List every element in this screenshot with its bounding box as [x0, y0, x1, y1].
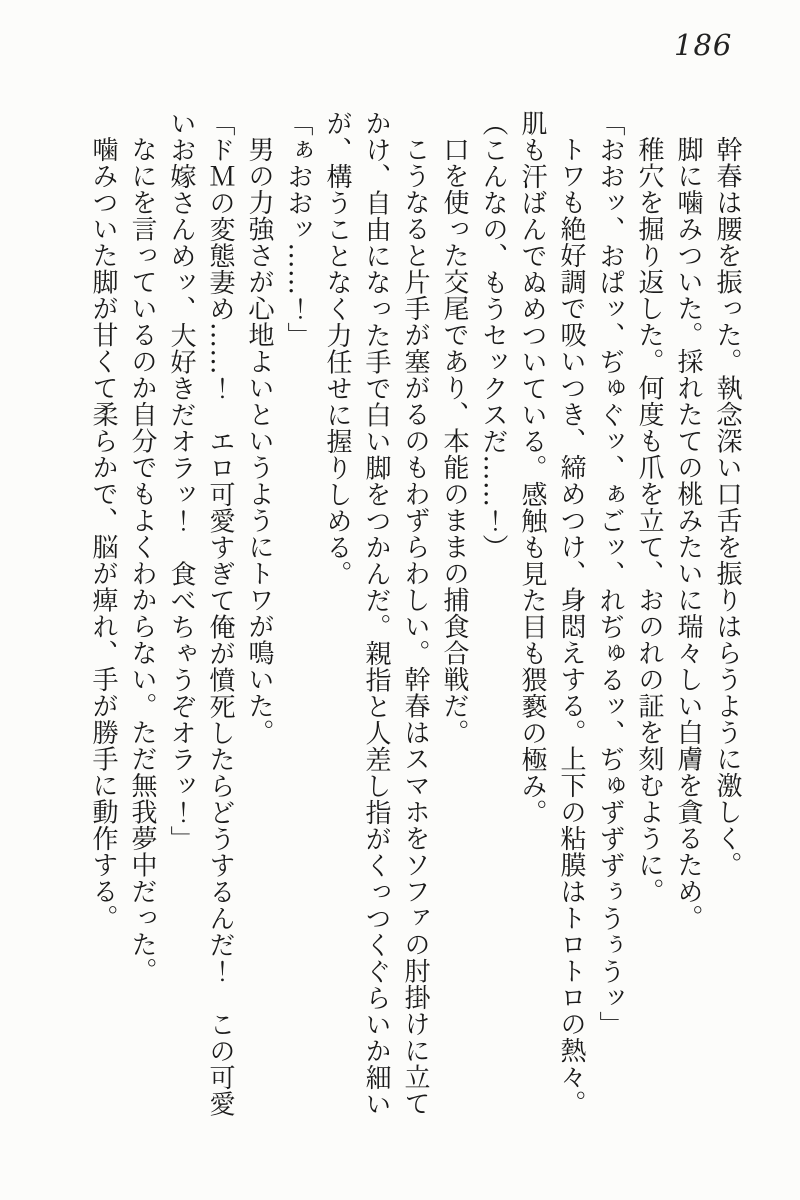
- text-column: 男の力強さが心地よいというようにトワが鳴いた。: [244, 136, 274, 746]
- text-column: 「おおッ、おぱッ、ぢゅぐッ、ぁごッ、れぢゅるッ、ぢゅずずずぅうぅうッ」: [595, 110, 625, 1038]
- text-column: 口を使った交尾であり、本能のままの捕食合戦だ。: [439, 136, 469, 746]
- text-column: 肌も汗ばんでぬめついている。感触も見た目も猥褻の極み。: [517, 110, 547, 826]
- text-column: 「ドＭの変態妻め……！ エロ可愛すぎて俺が憤死したらどうするんだ！ この可愛: [205, 110, 235, 1117]
- text-column: （こんなの、もうセックスだ……！）: [478, 110, 508, 561]
- text-column: 噛みついた脚が甘くて柔らかで、脳が痺れ、手が勝手に動作する。: [88, 136, 118, 931]
- text-column: が、構うことなく力任せに握りしめる。: [322, 110, 352, 587]
- text-column: いお嫁さんめッ、大好きだオラッ！ 食べちゃうぞオラッ！」: [166, 110, 196, 852]
- text-column: なにを言っているのか自分でもよくわからない。ただ無我夢中だった。: [127, 136, 157, 984]
- text-column: 稚穴を掘り返した。何度も爪を立て、おのれの証を刻むように。: [634, 136, 664, 905]
- text-column: かけ、自由になった手で白い脚をつかんだ。親指と人差し指がくっつくぐらいか細い: [361, 110, 391, 1117]
- text-column: 幹春は腰を振った。執念深い口舌を振りはらうように激しく。: [712, 136, 742, 878]
- text-column: こうなると片手が塞がるのもわずらわしい。幹春はスマホをソファの肘掛けに立て: [400, 136, 430, 1117]
- text-column: 「ぁおおッ……！」: [283, 110, 313, 349]
- text-column: トワも絶好調で吸いつき、締めつけ、身悶えする。上下の粘膜はトロトロの熱々。: [556, 136, 586, 1117]
- vertical-text-block: [83, 110, 746, 1125]
- text-column: 脚に噛みついた。採れたての桃みたいに瑞々しい白膚を貪るため。: [673, 136, 703, 931]
- page-number: 186: [674, 28, 733, 62]
